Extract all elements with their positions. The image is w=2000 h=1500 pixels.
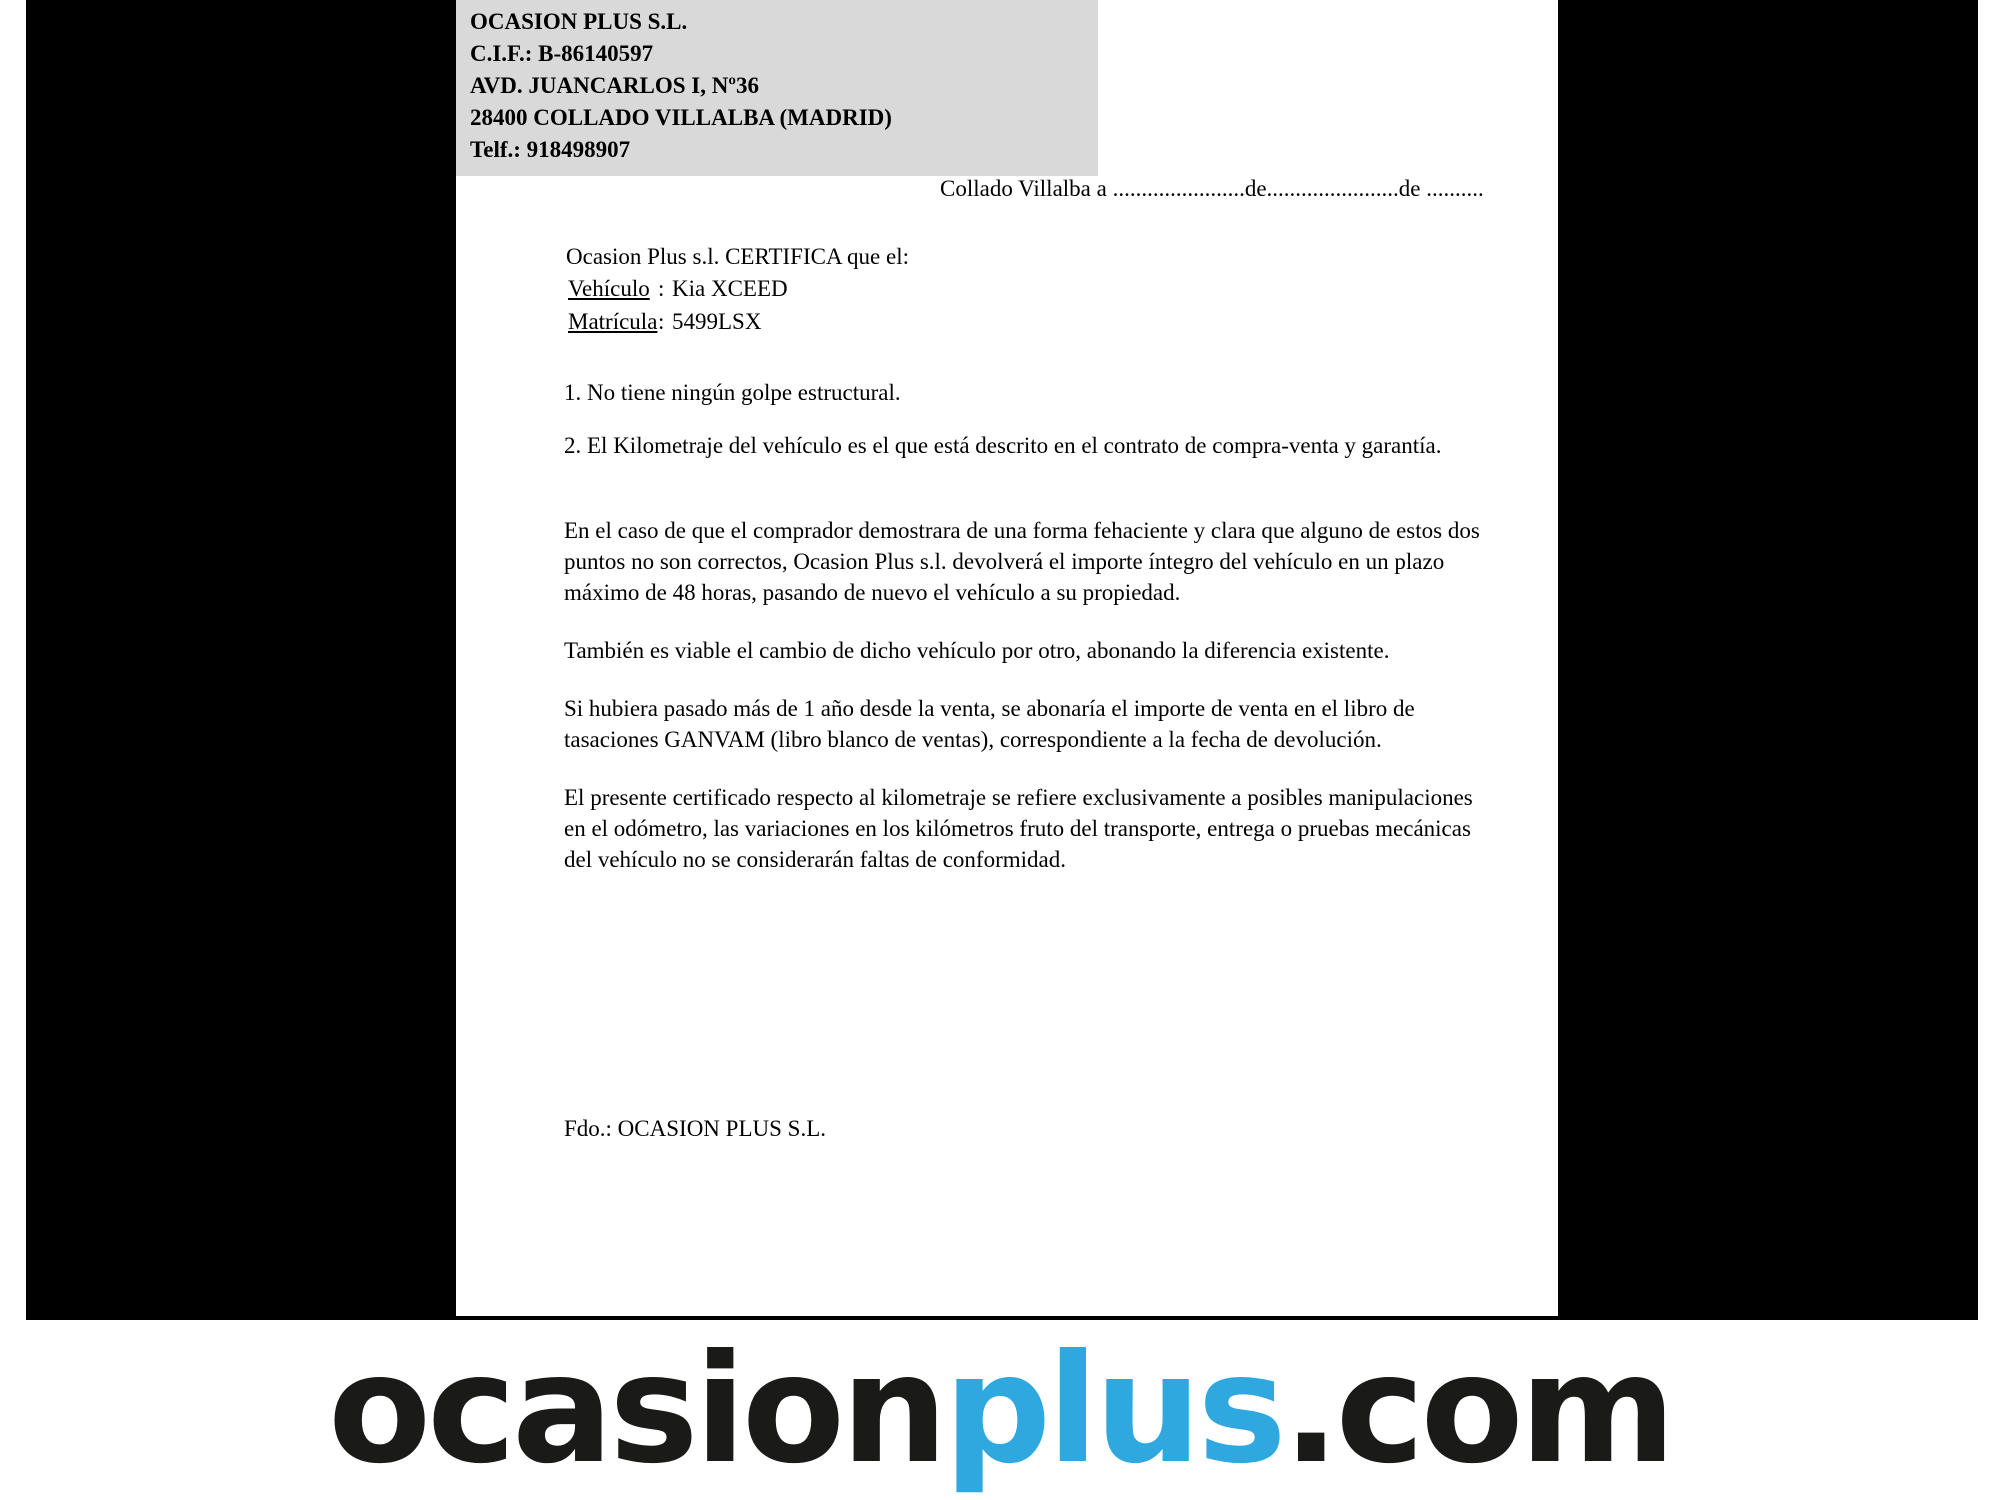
company-city: 28400 COLLADO VILLALBA (MADRID) <box>470 105 892 130</box>
terms-paragraphs <box>564 515 1494 875</box>
left-black-margin <box>26 0 456 1316</box>
company-address: AVD. JUANCARLOS I, Nº36 <box>470 73 759 98</box>
field-label-matricula: Matrícula <box>568 309 658 334</box>
letterhead-block <box>456 0 1098 176</box>
logo-text-dotcom: .com <box>1282 1323 1672 1497</box>
terms-paragraph-1: En el caso de que el comprador demostrara de una forma fehaciente y clara que alguno de estos dos puntos no son correctos, Ocasion Plus s.l. devolverá el importe íntegro del vehículo en un plazo máximo de 48 horas, pasando de nuevo el vehículo a su propiedad. <box>564 518 1480 605</box>
field-row-vehiculo <box>568 272 1558 305</box>
field-label-vehiculo: Vehículo <box>568 276 650 301</box>
right-black-margin <box>1558 0 1978 1316</box>
field-sep-matricula: : <box>658 309 665 334</box>
terms-paragraph-2: También es viable el cambio de dicho vehículo por otro, abonando la diferencia existente. <box>564 638 1390 663</box>
company-cif: C.I.F.: B-86140597 <box>470 41 654 66</box>
document-body <box>456 174 1558 1141</box>
certified-point-2: 2. El Kilometraje del vehículo es el que está descrito en el contrato de compra-venta y garantía. <box>564 433 1442 458</box>
company-name: OCASION PLUS S.L. <box>470 9 688 34</box>
place-date-line: Collado Villalba a .......................de.......................de .......... <box>940 176 1484 201</box>
certified-points-list <box>564 378 1558 461</box>
terms-paragraph-3: Si hubiera pasado más de 1 año desde la venta, se abonaría el importe de venta en el libro de tasaciones GANVAM (libro blanco de ventas), correspondiente a la fecha de devolución. <box>564 696 1415 752</box>
signature-line: Fdo.: OCASION PLUS S.L. <box>564 1116 826 1141</box>
certifies-intro: Ocasion Plus s.l. CERTIFICA que el: <box>566 244 909 269</box>
field-value-vehiculo: Kia XCEED <box>672 276 788 301</box>
footer-logo-bar <box>0 1320 2000 1500</box>
terms-paragraph-4: El presente certificado respecto al kilometraje se refiere exclusivamente a posibles manipulaciones en el odómetro, las variaciones en los kilómetros fruto del transporte, entrega o pruebas mecánicas del vehículo no se considerarán faltas de conformidad. <box>564 785 1473 872</box>
field-sep-vehiculo: : <box>658 276 665 301</box>
certified-point-1: 1. No tiene ningún golpe estructural. <box>564 380 901 405</box>
field-value-matricula: 5499LSX <box>672 309 762 334</box>
ocasionplus-logo <box>328 1323 1672 1497</box>
field-row-matricula <box>568 305 1558 338</box>
logo-text-ocasion: ocasion <box>328 1323 944 1497</box>
logo-text-plus: plus <box>943 1323 1283 1497</box>
certificate-sheet <box>456 0 1558 1316</box>
company-phone: Telf.: 918498907 <box>470 137 631 162</box>
